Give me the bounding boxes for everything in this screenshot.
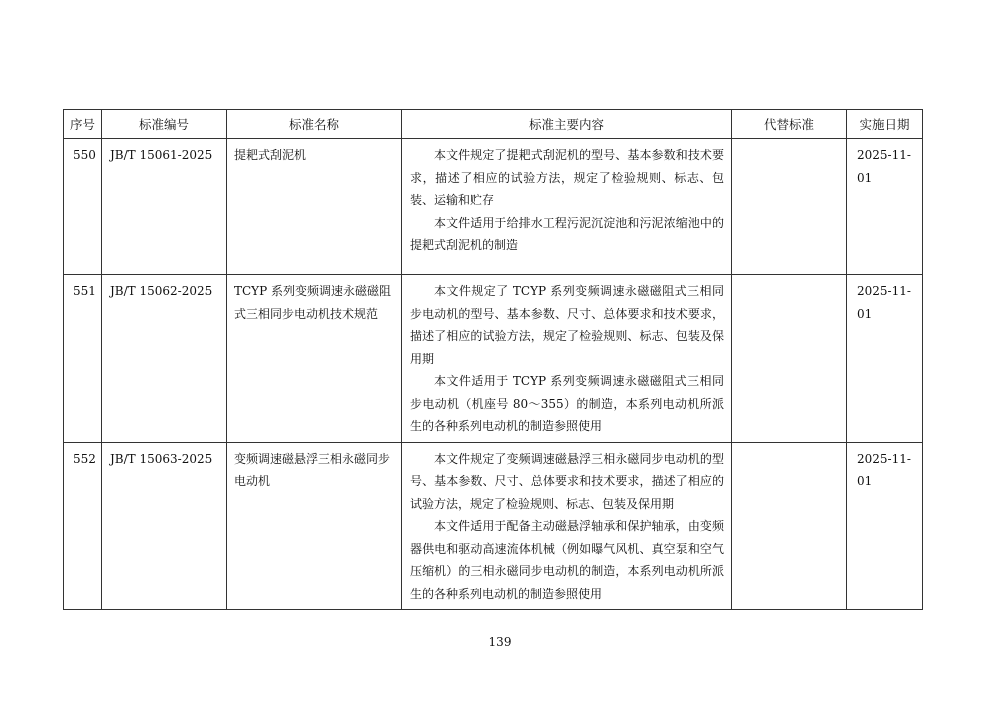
table-row bbox=[64, 139, 923, 275]
content-paragraph: 本文件适用于配备主动磁悬浮轴承和保护轴承，由变频器供电和驱动高速流体机械（例如曝气风机、真空泵和空气压缩机）的三相永磁同步电动机的制造，本系列电动机所派生的各种系列电动机的制造参照使用 bbox=[410, 519, 724, 601]
content-paragraph: 本文件规定了提耙式刮泥机的型号、基本参数和技术要求，描述了相应的试验方法，规定了检验规则、标志、包装、运输和贮存 bbox=[410, 148, 724, 207]
header-content: 标准主要内容 bbox=[402, 110, 732, 139]
row-date: 2025-11-01 bbox=[847, 275, 923, 443]
row-seq: 550 bbox=[64, 139, 102, 275]
row-replaces bbox=[732, 442, 847, 610]
row-replaces bbox=[732, 139, 847, 275]
content-paragraph: 本文件规定了 TCYP 系列变频调速永磁磁阻式三相同步电动机的型号、基本参数、尺寸、总体要求和技术要求，描述了相应的试验方法，规定了检验规则、标志、包装及保用期 bbox=[410, 284, 724, 366]
header-name: 标准名称 bbox=[227, 110, 402, 139]
row-content bbox=[402, 275, 732, 443]
row-seq: 551 bbox=[64, 275, 102, 443]
content-paragraph: 本文件规定了变频调速磁悬浮三相永磁同步电动机的型号、基本参数、尺寸、总体要求和技术要求，描述了相应的试验方法，规定了检验规则、标志、包装及保用期 bbox=[410, 451, 724, 511]
row-content bbox=[402, 139, 732, 275]
table-row bbox=[64, 442, 923, 610]
row-name: TCYP 系列变频调速永磁磁阻式三相同步电动机技术规范 bbox=[227, 275, 402, 443]
header-replaces: 代替标准 bbox=[732, 110, 847, 139]
header-seq: 序号 bbox=[64, 110, 102, 139]
table-row bbox=[64, 275, 923, 443]
row-name: 变频调速磁悬浮三相永磁同步电动机 bbox=[227, 442, 402, 610]
header-code: 标准编号 bbox=[102, 110, 227, 139]
row-code: JB/T 15062-2025 bbox=[102, 275, 227, 443]
content-paragraph: 本文件适用于给排水工程污泥沉淀池和污泥浓缩池中的提耙式刮泥机的制造 bbox=[410, 215, 724, 252]
table-header-row bbox=[64, 110, 923, 139]
row-seq: 552 bbox=[64, 442, 102, 610]
row-name: 提耙式刮泥机 bbox=[227, 139, 402, 275]
row-code: JB/T 15063-2025 bbox=[102, 442, 227, 610]
header-date: 实施日期 bbox=[847, 110, 923, 139]
page-number: 139 bbox=[488, 635, 512, 649]
row-date: 2025-11-01 bbox=[847, 442, 923, 610]
row-date: 2025-11-01 bbox=[847, 139, 923, 275]
row-content bbox=[402, 442, 732, 610]
row-code: JB/T 15061-2025 bbox=[102, 139, 227, 275]
row-replaces bbox=[732, 275, 847, 443]
standards-table bbox=[63, 109, 923, 610]
content-paragraph: 本文件适用于 TCYP 系列变频调速永磁磁阻式三相同步电动机（机座号 80～355）的制造，本系列电动机所派生的各种系列电动机的制造参照使用 bbox=[410, 374, 724, 433]
